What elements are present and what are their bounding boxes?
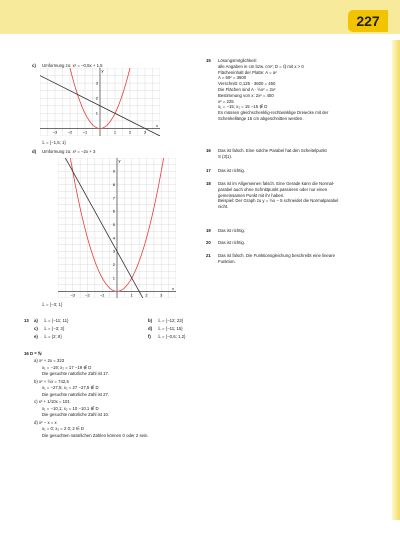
y-axis-label: y [101, 68, 104, 73]
task-16-line: x₁ = 0; x₂ = 2 0; 2 ∈ D [42, 426, 84, 431]
task-13-answer: 𝕃 = {−3; 3} [44, 326, 65, 331]
task-18-line: Beispiel: Der Graph zu y = ½x − 5 schneidet die Normalparabel [218, 198, 339, 204]
header-band [0, 0, 400, 34]
task-21-number: 21 [206, 253, 211, 258]
x-tick-label: 1 [113, 129, 117, 135]
y-axis-label: y [118, 158, 121, 163]
task-19-number: 19 [206, 228, 211, 233]
c-result: 𝕃 = {−1,5; 1} [42, 140, 66, 145]
task-16-line: c) x² + 1/10x = 101 [34, 399, 70, 404]
task-16-line: x₁ = −19; x₂ = 17 −19 ∉ D [42, 364, 92, 370]
task-15-line: Schenkellänge 15 cm abgeschnitten werden. [218, 116, 304, 121]
x-tick-label: 1 [130, 292, 133, 298]
y-tick-label: 1 [95, 110, 98, 116]
x-axis-label: x [172, 285, 174, 291]
task-16-line: S (3|1). [218, 153, 233, 159]
task-16-line: x₁ = −27,5; x₂ = 27 −27,5 ∉ D [42, 385, 99, 390]
graph-c [40, 68, 160, 136]
x-tick-label: −2 [85, 292, 90, 298]
y-tick-label: 3 [95, 80, 98, 86]
task-15-line: alle Angaben in cm bzw. cm²; D = ℚ mit x > 0 [218, 63, 304, 69]
task-15-line: Die Flächen sind A · ½x² = 2x² [218, 87, 276, 92]
task-19-line: Das ist richtig. [218, 228, 245, 233]
task-13-answer: 𝕃 = {−12; 23} [158, 318, 184, 323]
task-13-label: f) [148, 334, 151, 339]
y-tick-label: 7 [112, 195, 115, 201]
task-20-number: 20 [206, 240, 211, 245]
y-tick-label: 2 [112, 262, 115, 268]
task-15-line: Bestimmung von x: 2x² = 450 [218, 92, 274, 98]
task-16-line: Die gesuchte natürliche Zahl ist 10. [42, 412, 110, 417]
y-tick-label: 4 [112, 235, 115, 241]
task-18-line: gemeinsamen Punkt mit ihr haben. [218, 192, 285, 198]
y-tick-label: 9 [112, 168, 115, 174]
task-13-label: e) [34, 334, 38, 339]
y-tick-label: 2 [95, 95, 98, 101]
task-13-number: 13 [24, 318, 29, 323]
c-label: c) [32, 63, 36, 68]
task-13-label: d) [148, 326, 153, 331]
y-tick-label: 6 [112, 208, 115, 214]
x-axis-label: x [156, 122, 158, 128]
page-edge-strip [392, 40, 400, 520]
x-tick-label: −3 [52, 129, 58, 135]
task-13-label: b) [148, 318, 153, 323]
x-tick-label: 2 [128, 129, 132, 135]
graph-d [58, 158, 176, 298]
task-15-line: Verschnitt: 0,125 · 3600 = 450 [218, 81, 276, 87]
y-tick-label: 3 [112, 248, 115, 254]
task-18-number: 18 [206, 181, 211, 186]
c-title: Umformung zu: x² = −0,5x + 1,5 [42, 63, 103, 68]
x-tick-label: 3 [143, 129, 147, 135]
task-16-line: a) x² + 2x = 323 [34, 358, 65, 363]
task-21-line: Funktion. [218, 258, 236, 264]
task-13-answer: 𝕃 = {−0,6; 1,2} [158, 334, 186, 339]
task-17-number: 17 [206, 168, 211, 173]
task-13-answer: 𝕃 = {2; 8} [44, 334, 62, 339]
task-16-number: 16 [206, 148, 211, 153]
task-16-line: Die gesuchte natürliche Zahl ist 17. [42, 371, 110, 376]
task-16-line: Die gesuchten natürlichen Zahlen können 0 oder 2 sein. [42, 432, 149, 438]
task-18-line: parabel auch ohne Schnittpunkt passieren oder nur einen [218, 186, 328, 192]
task-16-line: b) x² + ½x = 742,5 [34, 378, 69, 384]
x-tick-label: 2 [145, 292, 148, 298]
task-20-line: Das ist richtig. [218, 240, 245, 245]
task-17-line: Das ist richtig. [218, 168, 245, 173]
y-tick-label: 1 [112, 275, 115, 281]
x-tick-label: −1 [99, 292, 105, 298]
task-18-line: Das ist im Allgemeinen falsch. Eine Gerade kann die Normal- [218, 181, 335, 186]
task-15-line: Lösungsmöglichkeit: [218, 58, 257, 63]
x-tick-label: 3 [160, 292, 163, 298]
task-13-answer: 𝕃 = {−11; 11} [44, 318, 69, 323]
task-18-line: nicht. [218, 204, 229, 210]
d-label: d) [32, 149, 37, 154]
task-16-header: 16 D = ℕ [24, 351, 42, 356]
d-title: Umformung zu: x² = −2x + 3 [42, 149, 96, 154]
task-16-line: Die gesuchte natürliche Zahl ist 27. [42, 391, 110, 397]
x-tick-label: −3 [70, 292, 76, 298]
task-15-number: 15 [206, 58, 211, 63]
x-tick-label: −2 [67, 129, 73, 135]
task-16-line: d) x² − x = x [34, 419, 57, 425]
task-15-line: A = 60² = 3600 [218, 75, 247, 81]
page-number-badge [348, 10, 388, 32]
x-tick-label: −1 [82, 129, 88, 135]
task-16-line: Das ist falsch. Eine solche Parabel hat den Scheitelpunkt [218, 148, 327, 153]
task-13-label: a) [34, 318, 38, 323]
task-15-line: Flächeninhalt der Platte: A = a² [218, 69, 277, 75]
d-result: 𝕃 = {−3; 1} [42, 302, 63, 307]
task-15-line: Es müssen gleichschenklig-rechtwinklige Dreiecke mit der [218, 110, 329, 116]
task-16-line: x₁ = −10,1; x₂ = 10 −10,1 ∉ D [42, 405, 99, 411]
y-tick-label: 8 [112, 182, 115, 188]
page-number: 227 [356, 13, 380, 29]
y-tick-label: 5 [112, 222, 115, 228]
task-21-line: Das ist falsch. Die Funktionsgleichung beschreibt eine lineare [218, 253, 336, 258]
task-13-answer: 𝕃 = {−11; 15} [158, 326, 183, 331]
task-15-line: x² = 225 [218, 98, 234, 104]
task-15-line: x₁ = −15; x₂ = 15 −15 ∉ D [218, 104, 268, 110]
task-13-label: c) [34, 326, 38, 331]
